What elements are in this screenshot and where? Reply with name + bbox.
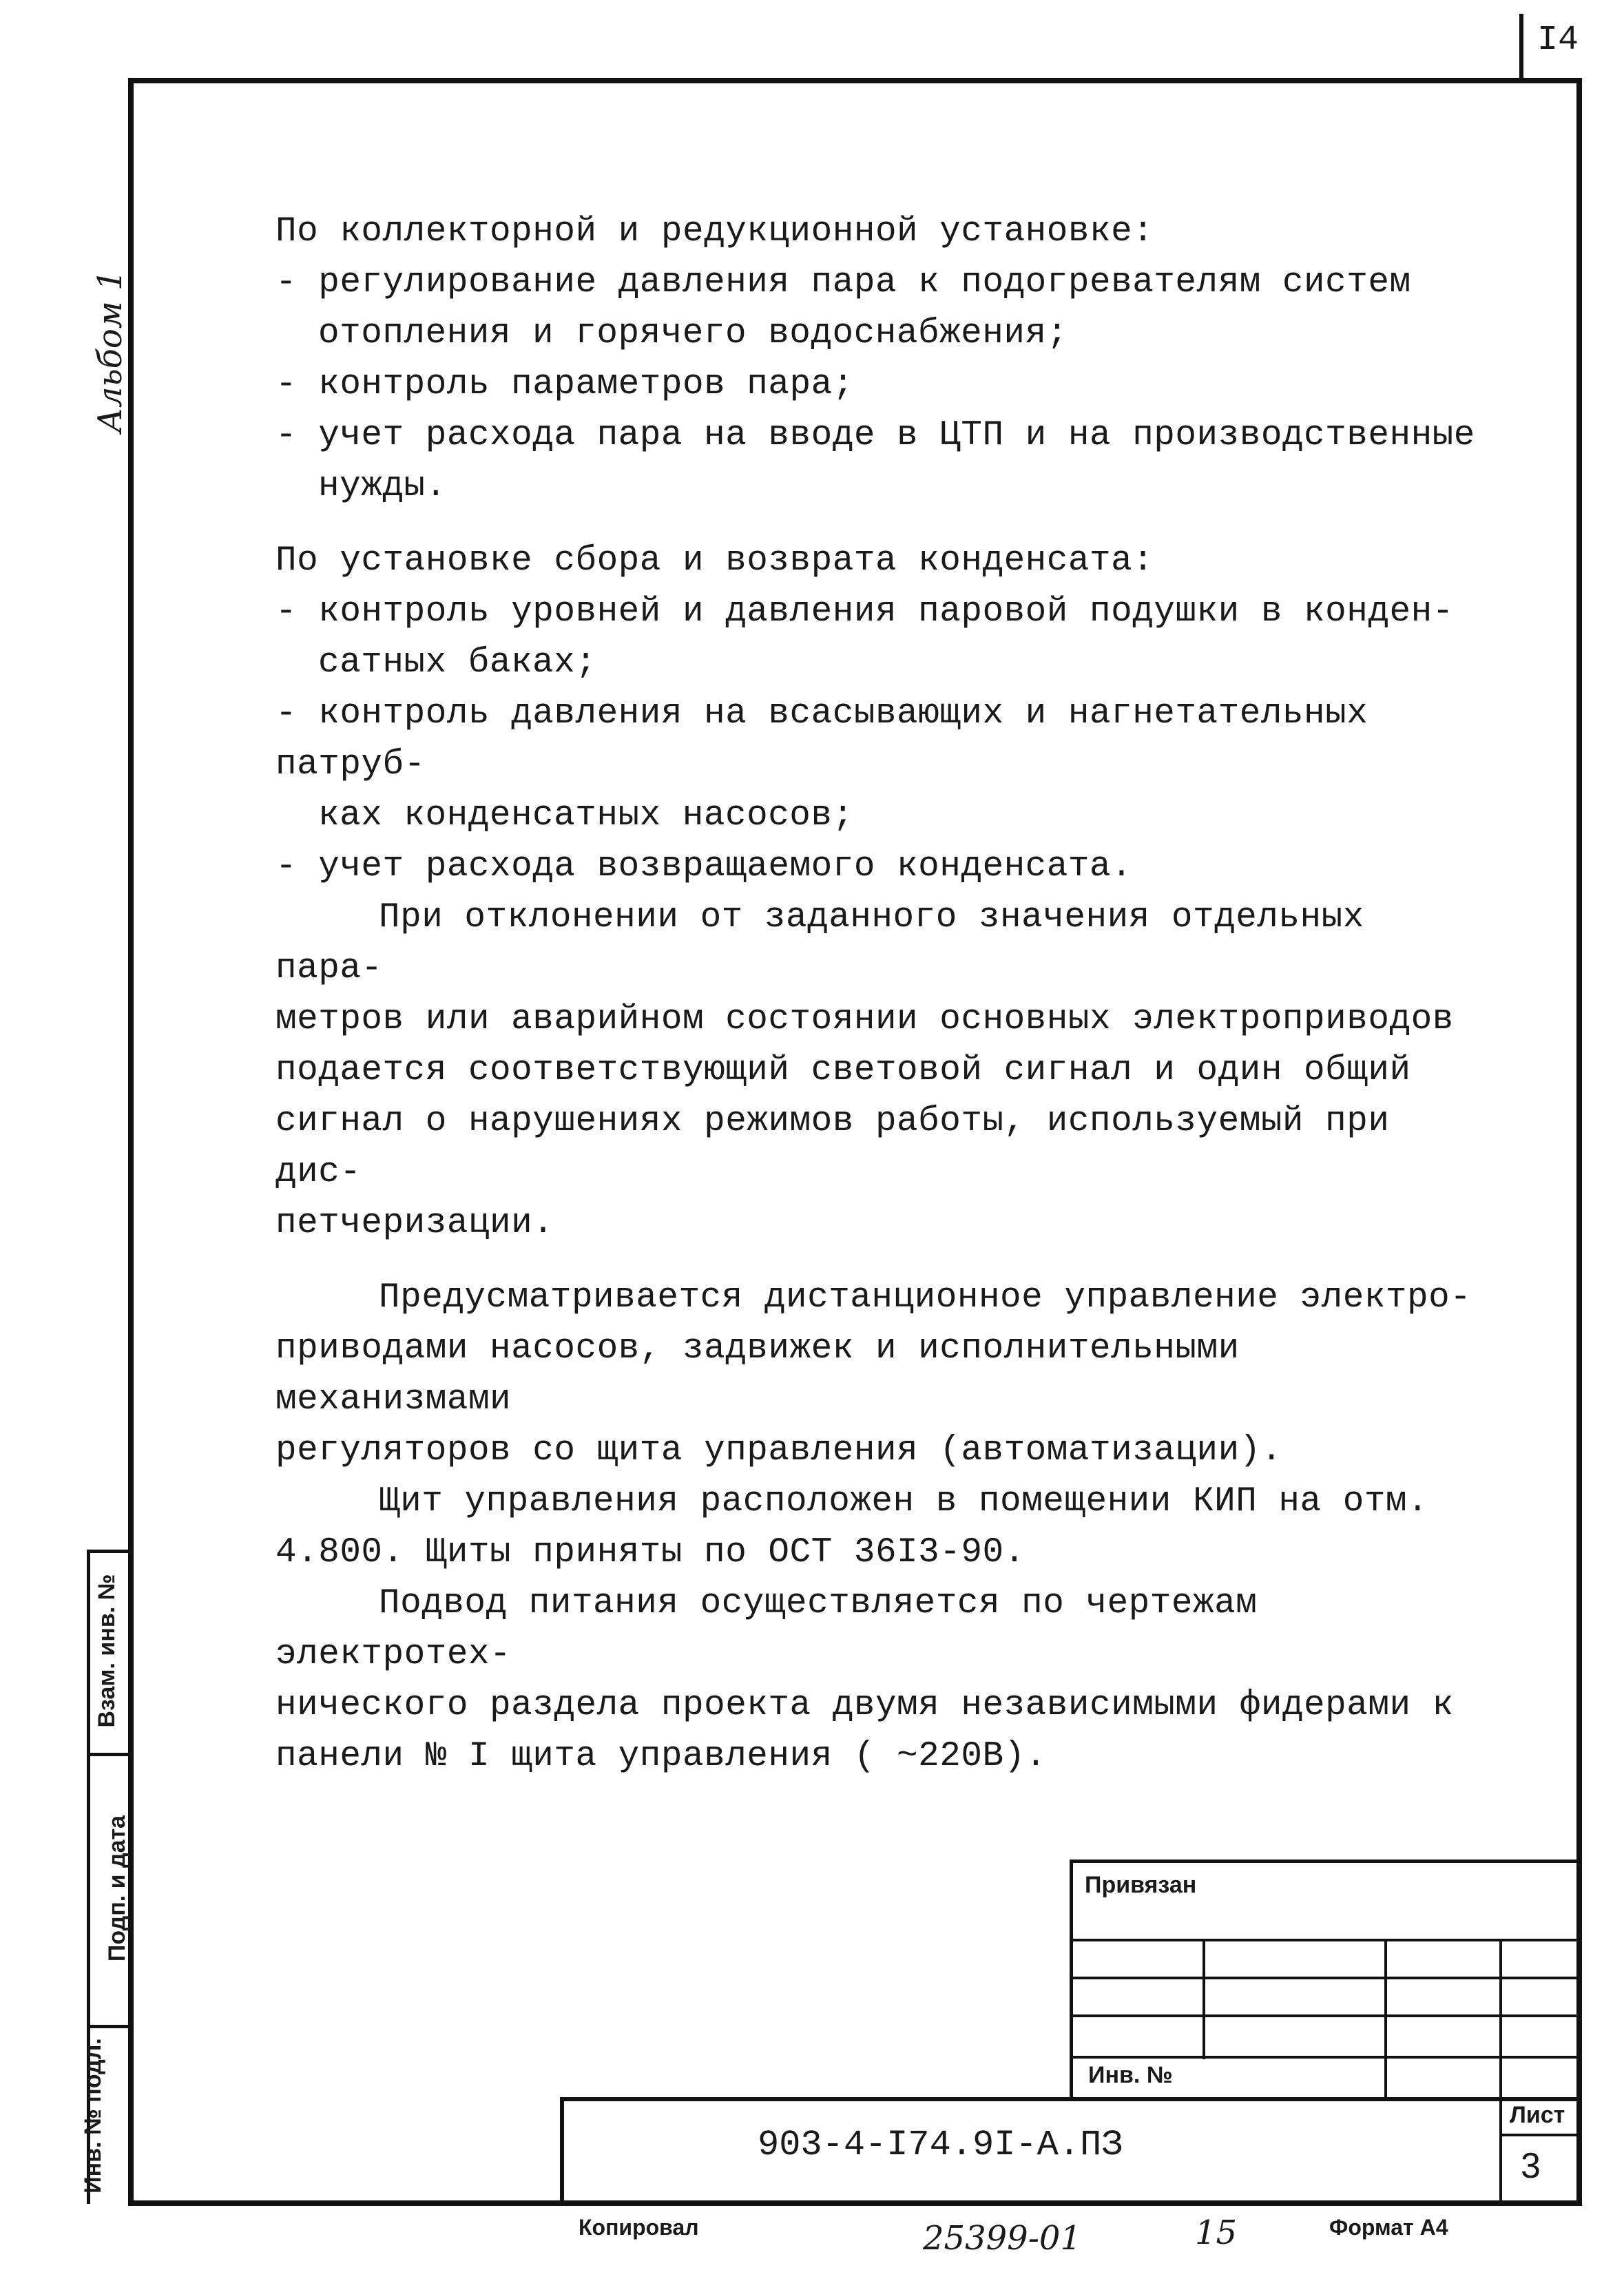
tb-col-1 — [1203, 1939, 1205, 2059]
body-line: регуляторов со щита управления (автоматизации). — [275, 1431, 1282, 1470]
body-line: нужды. — [318, 467, 447, 506]
frame-bottom — [128, 2200, 1582, 2206]
side-stamp-divider-1 — [87, 1753, 131, 1756]
tb-sheet-divider — [1499, 2134, 1579, 2136]
body-line: Подвод питания осуществляется по чертежам электротех- — [275, 1584, 1258, 1674]
handwritten-page: 15 — [1195, 2214, 1238, 2252]
inv-no-label: Инв. № — [1088, 2062, 1173, 2088]
margin-note: Альбом 1 — [91, 269, 129, 433]
body-line: - учет расхода пара на вводе в ЦТП и на производственные — [275, 416, 1475, 455]
body-line: При отклонении от заданного значения отдельных пара- — [275, 898, 1364, 988]
document-code: 903-4-I74.9I-A.ПЗ — [758, 2125, 1123, 2165]
document-body — [275, 207, 1488, 1782]
tb-code-top — [560, 2097, 1579, 2101]
body-line: По установке сбора и возврата конденсата: — [275, 541, 1154, 581]
side-stamp-divider-2 — [87, 2025, 131, 2028]
tb-col-2 — [1384, 1939, 1387, 2101]
attached-label: Привязан — [1085, 1872, 1197, 1898]
body-line: - контроль давления на всасывающих и нагнетательных патруб- — [275, 694, 1368, 784]
tb-code-left — [560, 2097, 564, 2204]
body-line: отопления и горячего водоснабжения; — [318, 314, 1068, 353]
body-line: панели № I щита управления ( ~220В). — [275, 1737, 1047, 1776]
body-line: - учет расхода возвращаемого конденсата. — [275, 847, 1133, 886]
page-number: I4 — [1537, 21, 1579, 60]
order-number: 25399-01 — [923, 2219, 1081, 2258]
copied-label: Копировал — [579, 2215, 699, 2240]
body-line: Предусматривается дистанционное управление электро- — [379, 1278, 1472, 1317]
body-line: приводами насосов, задвижек и исполнительными механизмами — [275, 1329, 1240, 1419]
tb-row-1 — [1070, 1939, 1579, 1941]
body-line: метров или аварийном состоянии основных электроприводов — [275, 1000, 1454, 1039]
side-label-inv-original: Инв. № подл. — [80, 2038, 106, 2194]
tb-upper-top — [1070, 1860, 1579, 1863]
body-line: нического раздела проекта двумя независимыми фидерами к — [275, 1686, 1454, 1725]
side-label-replacement-inv: Взам. инв. № — [94, 1574, 120, 1728]
sheet-number: 3 — [1521, 2146, 1541, 2186]
body-line: петчеризации. — [275, 1204, 554, 1243]
body-line: - контроль уровней и давления паровой подушки в конден- — [275, 592, 1454, 632]
format-label: Формат А4 — [1329, 2215, 1448, 2240]
tb-row-3 — [1070, 2014, 1579, 2017]
body-line: ках конденсатных насосов; — [318, 796, 854, 835]
body-line: - регулирование давления пара к подогревателям систем — [275, 263, 1411, 302]
body-line: По коллекторной и редукционной установке: — [275, 212, 1154, 251]
body-line: сигнал о нарушениях режимов работы, используемый при дис- — [275, 1102, 1390, 1192]
frame-right — [1576, 78, 1582, 2206]
body-line: 4.800. Щиты приняты по ОСТ 36I3-90. — [275, 1533, 1026, 1572]
body-line: - контроль параметров пара; — [275, 365, 854, 404]
tb-col-3 — [1499, 1939, 1502, 2204]
tb-row-4 — [1070, 2056, 1579, 2059]
frame-top — [128, 78, 1582, 83]
side-label-signature-date: Подп. и дата — [104, 1815, 130, 1962]
tb-upper-left — [1070, 1860, 1073, 2101]
tb-row-2 — [1070, 1977, 1579, 1979]
sheet-label: Лист — [1510, 2102, 1565, 2128]
body-line: подается соответствующий световой сигнал и один общий — [275, 1051, 1411, 1090]
body-line: Щит управления расположен в помещении КИП на отм. — [379, 1482, 1429, 1521]
page-number-divider — [1519, 14, 1523, 79]
body-line: сатных баках; — [318, 643, 597, 683]
